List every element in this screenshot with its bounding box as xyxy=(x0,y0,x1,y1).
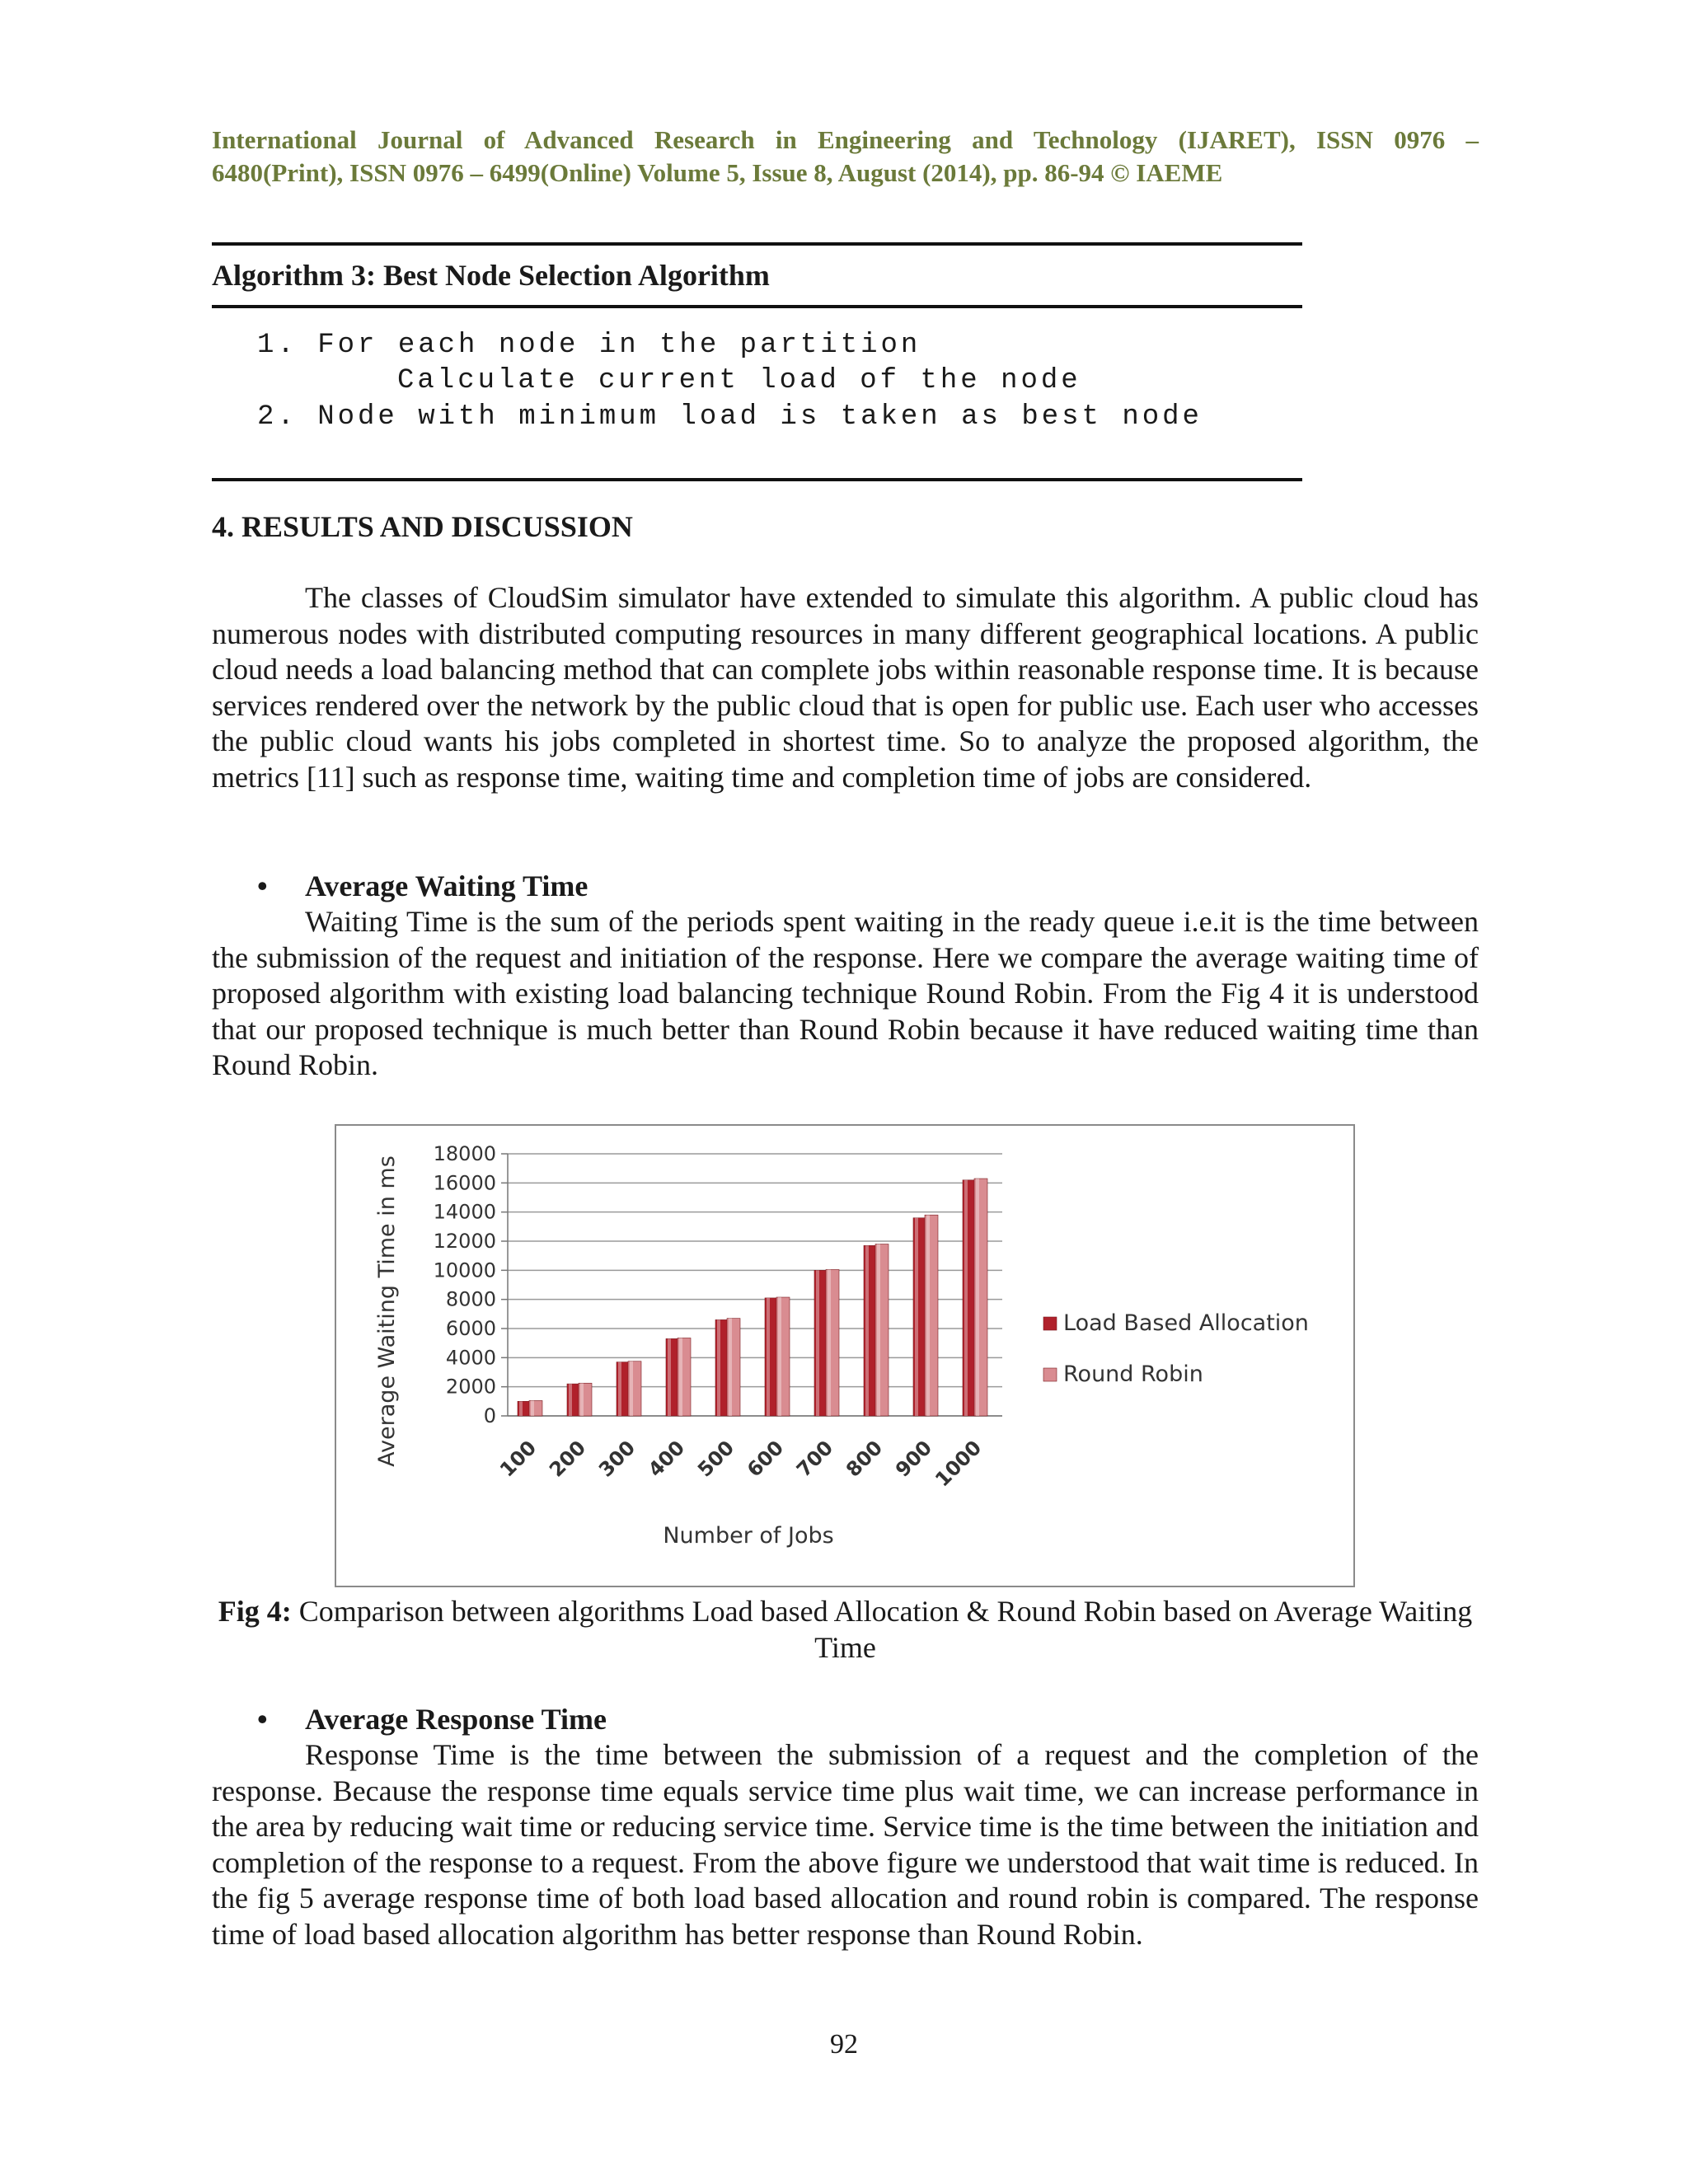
section-paragraph: The classes of CloudSim simulator have extended to simulate this algorithm. A public cloud has numerous nodes with distributed computing resources in many different geographical locations. A public cloud needs a load balancing method that can complete jobs within reasonable response time. It is because services rendered over the network by the public cloud that is open for public use. Each user who accesses the public cloud wants his jobs completed in shortest time. So to analyze the proposed algorithm, the metrics [11] such as response time, waiting time and completion time of jobs are considered. xyxy=(212,581,1479,794)
y-tick-label: 16000 xyxy=(433,1171,496,1195)
algorithm-title-rule xyxy=(212,305,1302,308)
bar-highlight xyxy=(816,1270,819,1416)
bar-highlight xyxy=(964,1180,968,1416)
bar-highlight xyxy=(976,1179,979,1416)
section-heading: 4. RESULTS AND DISCUSSION xyxy=(212,510,633,543)
x-tick-label: 500 xyxy=(693,1436,739,1482)
bar-highlight xyxy=(828,1269,831,1416)
x-tick-label: 1000 xyxy=(931,1436,987,1492)
chart-bars xyxy=(518,1179,987,1416)
figure-caption-label: Fig 4: xyxy=(218,1595,292,1628)
y-tick-label: 10000 xyxy=(433,1258,496,1282)
y-tick-label: 2000 xyxy=(445,1375,496,1399)
y-tick-label: 12000 xyxy=(433,1230,496,1253)
figure-4-chart xyxy=(335,1124,1355,1587)
x-tick-label: 900 xyxy=(891,1436,937,1482)
legend-swatch xyxy=(1043,1317,1057,1330)
bar-highlight xyxy=(668,1338,671,1416)
y-tick-label: 6000 xyxy=(445,1317,496,1340)
journal-header-line1: International Journal of Advanced Research in Engineering and Technology (IJARET), ISSN 0976 – xyxy=(212,125,1479,154)
algorithm-step-1: 1. For each node in the partition xyxy=(257,330,921,361)
legend-swatch xyxy=(1043,1368,1057,1381)
figure-caption-text: Comparison between algorithms Load based Allocation & Round Robin based on Average Waiting Time xyxy=(291,1595,1473,1664)
bullet-response-time-title: Average Response Time xyxy=(305,1703,607,1736)
bullet-waiting-time xyxy=(257,869,588,903)
bar-highlight xyxy=(729,1319,732,1416)
bar-highlight xyxy=(915,1218,918,1416)
bullet-response-time xyxy=(257,1702,607,1736)
bar-highlight xyxy=(717,1319,720,1416)
journal-header xyxy=(212,124,1479,190)
bar-chart-svg xyxy=(336,1126,1353,1586)
chart-x-axis-label: Number of Jobs xyxy=(663,1523,834,1549)
bar-highlight xyxy=(618,1362,621,1416)
y-tick-label: 4000 xyxy=(445,1346,496,1370)
algorithm-step-2: 2. Node with minimum load is taken as best node xyxy=(257,401,1203,433)
bar-highlight xyxy=(865,1245,869,1416)
x-tick-label: 300 xyxy=(594,1436,640,1482)
chart-y-tick-labels xyxy=(434,1142,496,1427)
legend-label: Round Robin xyxy=(1063,1361,1203,1387)
legend-label: Load Based Allocation xyxy=(1063,1310,1309,1336)
bar-highlight xyxy=(580,1383,584,1416)
chart-x-tick-labels xyxy=(495,1436,986,1491)
y-tick-label: 18000 xyxy=(433,1142,496,1165)
x-tick-label: 200 xyxy=(545,1436,591,1482)
x-tick-label: 600 xyxy=(743,1436,789,1482)
algorithm-step-1-sub: Calculate current load of the node xyxy=(397,365,1081,396)
y-tick-label: 14000 xyxy=(433,1200,496,1224)
x-tick-label: 100 xyxy=(495,1436,542,1482)
algorithm-title: Algorithm 3: Best Node Selection Algorithm xyxy=(212,259,770,292)
bar-highlight xyxy=(778,1297,781,1416)
bar-highlight xyxy=(519,1401,523,1416)
bar-highlight xyxy=(569,1384,572,1416)
page-number: 92 xyxy=(830,2029,858,2060)
bar-highlight xyxy=(630,1361,633,1416)
x-tick-label: 400 xyxy=(644,1436,690,1482)
waiting-time-paragraph: Waiting Time is the sum of the periods spent waiting in the ready queue i.e.it is the time between the submission of the request and initiation of the response. Here we compare the average waiting time of proposed algorithm with existing load balancing technique Round Robin. From the Fig 4 it is understood that our proposed technique is much better than Round Robin because it have reduced waiting time than Round Robin. xyxy=(212,905,1479,1081)
figure-caption xyxy=(212,1593,1479,1666)
bar-highlight xyxy=(679,1338,682,1416)
response-time-paragraph: Response Time is the time between the submission of a request and the completion of the response. Because the response time equals service time plus wait time, we can increase performance in the area by reducing wait time or reducing service time. Service time is the time between the initiation and completion of the response to a request. From the above figure we understood that wait time is reduced. In the fig 5 average response time of both load based allocation and round robin is compared. The response time of load based allocation algorithm has better response than Round Robin. xyxy=(212,1738,1479,1951)
y-tick-label: 8000 xyxy=(445,1287,496,1311)
bar-highlight xyxy=(926,1215,930,1416)
bullet-waiting-time-title: Average Waiting Time xyxy=(305,869,588,902)
bullet-dot: • xyxy=(257,869,268,902)
bar-highlight xyxy=(767,1298,770,1416)
chart-y-axis-label: Average Waiting Time in ms xyxy=(374,1155,400,1467)
bullet-dot: • xyxy=(257,1703,268,1736)
journal-header-line2: 6480(Print), ISSN 0976 – 6499(Online) Volume 5, Issue 8, August (2014), pp. 86-94 © IAEME xyxy=(212,158,1223,187)
algorithm-bottom-rule xyxy=(212,478,1302,481)
x-tick-label: 800 xyxy=(842,1436,888,1482)
bar-highlight xyxy=(531,1400,534,1416)
y-tick-label: 0 xyxy=(483,1404,496,1427)
bar-highlight xyxy=(877,1244,880,1416)
chart-legend xyxy=(1043,1310,1309,1387)
algorithm-top-rule xyxy=(212,242,1302,246)
x-tick-label: 700 xyxy=(792,1436,838,1482)
